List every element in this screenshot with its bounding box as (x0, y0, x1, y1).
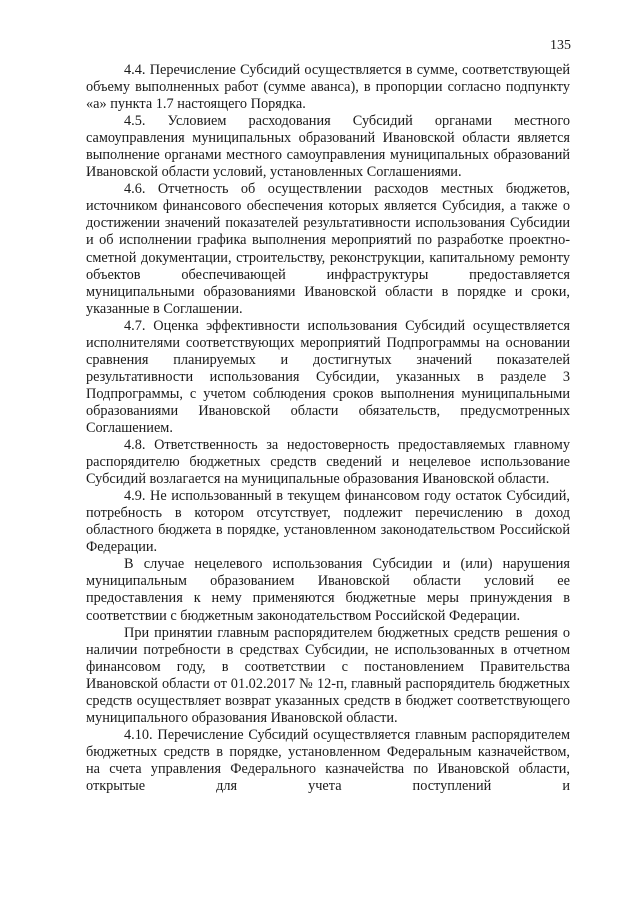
document-body (86, 62, 570, 795)
paragraph-4-5: 4.5. Условием расходования Субсидий органами местного самоуправления муниципальных образований Ивановской области является выполнение органами местного самоуправления муниципальных образований Ивановской области условий, установленных Соглашениями. (86, 113, 570, 181)
paragraph-4-9: 4.9. Не использованный в текущем финансовом году остаток Субсидий, потребность в котором отсутствует, подлежит перечислению в доход областного бюджета в порядке, установленном законодательством Российской Федерации. (86, 488, 570, 556)
paragraph-4-6: 4.6. Отчетность об осуществлении расходов местных бюджетов, источником финансового обеспечения которых является Субсидия, а также о достижении значений показателей результативности использования Субсидии и об исполнении графика выполнения мероприятий по разработке проектно-сметной документации, строительству, реконструкции, капитальному ремонту объектов обеспечивающей инфраструктуры предоставляется муниципальными образованиями Ивановской области в порядке и сроки, указанные в Соглашении. (86, 181, 570, 317)
paragraph-misuse: В случае нецелевого использования Субсидии и (или) нарушения муниципальным образованием Ивановской области условий ее предоставления к нему применяются бюджетные меры принуждения в соответствии с бюджетным законодательством Российской Федерации. (86, 556, 570, 624)
paragraph-4-10: 4.10. Перечисление Субсидий осуществляется главным распорядителем бюджетных средств в порядке, установленном Федеральным казначейством, на счета управления Федерального казначейства по Ивановской области, открытые для учета поступлений и (86, 726, 570, 794)
paragraph-4-8: 4.8. Ответственность за недостоверность предоставляемых главному распорядителю бюджетных средств сведений и нецелевое использование Субсидий возлагается на муниципальные образования Ивановской области. (86, 437, 570, 488)
paragraph-4-4: 4.4. Перечисление Субсидий осуществляется в сумме, соответствующей объему выполненных работ (сумме аванса), в пропорции согласно подпункту «а» пункта 1.7 настоящего Порядка. (86, 62, 570, 113)
paragraph-return-decision: При принятии главным распорядителем бюджетных средств решения о наличии потребности в средствах Субсидии, не использованных в отчетном финансовом году, в соответствии с постановлением Правительства Ивановской области от 01.02.2017 № 12-п, главный распорядитель бюджетных средств осуществляет возврат указанных средств в бюджет соответствующего муниципального образования Ивановской области. (86, 624, 570, 726)
page-number: 135 (550, 38, 571, 53)
paragraph-4-7: 4.7. Оценка эффективности использования Субсидий осуществляется исполнителями соответствующих мероприятий Подпрограммы на основании сравнения планируемых и достигнутых значений показателей результативности использования Субсидии, указанных в разделе 3 Подпрограммы, с учетом соблюдения сроков выполнения муниципальными образованиями Ивановской области обязательств, предусмотренных Соглашением. (86, 317, 570, 436)
